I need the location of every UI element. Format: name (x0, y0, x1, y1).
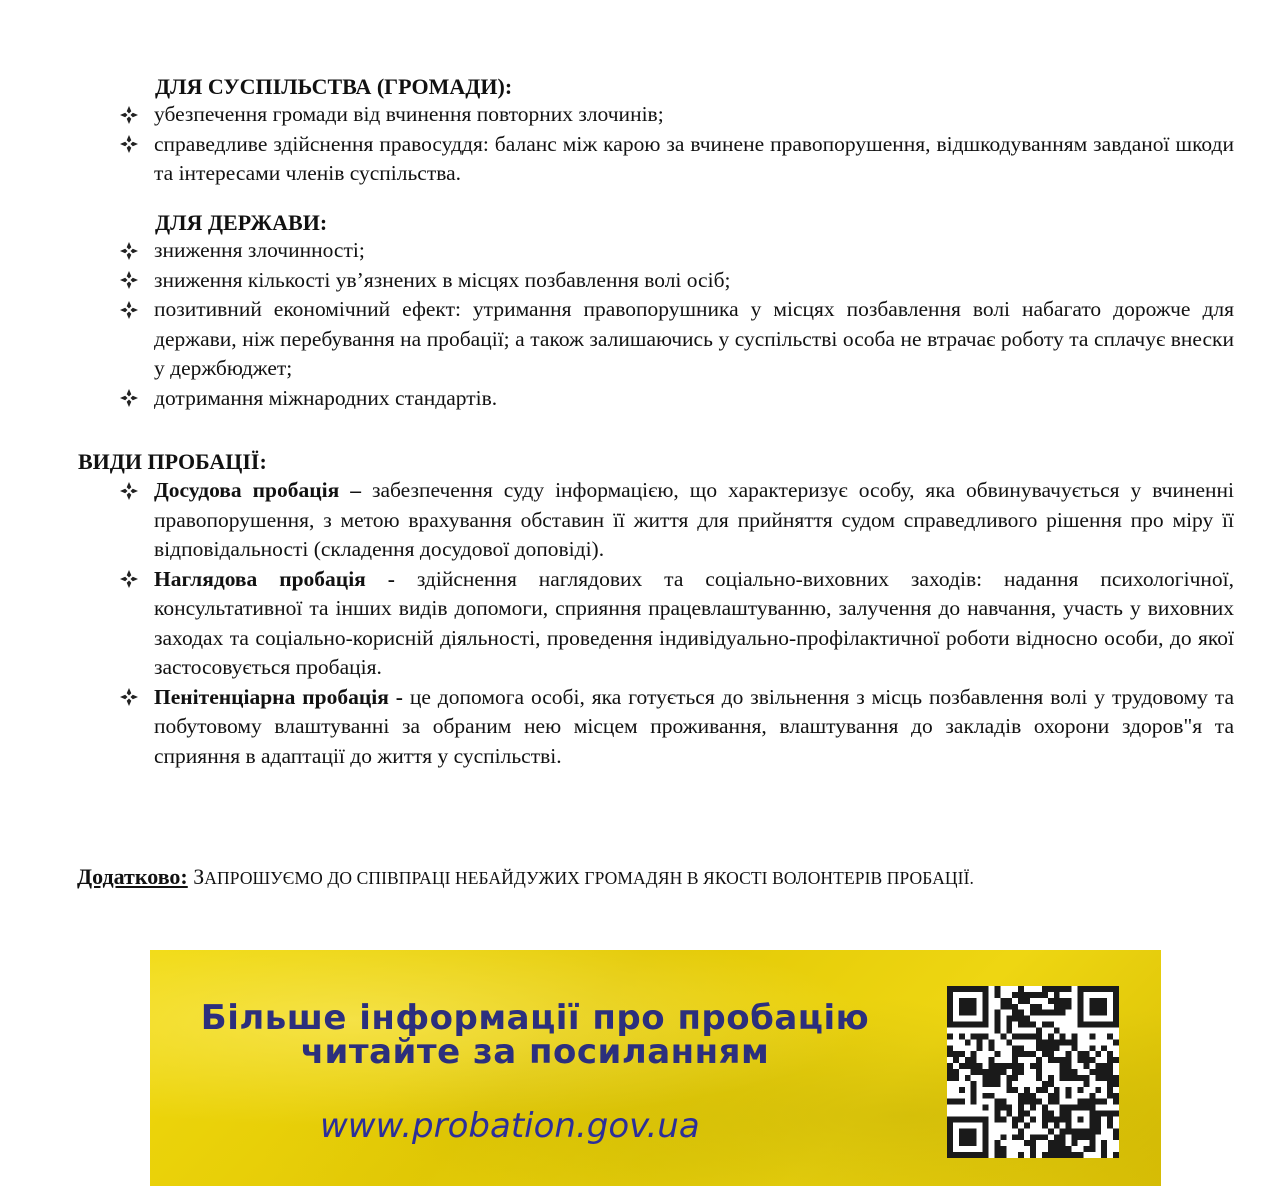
probation-type-term: Пенітенціарна пробація - (154, 684, 403, 709)
diamond-bullet-icon (118, 384, 140, 413)
banner-url-link[interactable]: www.probation.gov.ua (320, 1106, 700, 1146)
info-banner (150, 950, 1161, 1186)
diamond-bullet-icon (118, 683, 140, 712)
diamond-bullet-icon (118, 565, 140, 594)
diamond-bullet-icon (118, 130, 140, 159)
diamond-bullet-icon (118, 266, 140, 295)
diamond-bullet-icon (118, 476, 140, 505)
qr-code-icon[interactable] (947, 986, 1119, 1158)
society-heading: ДЛЯ СУСПІЛЬСТВА (ГРОМАДИ): (155, 74, 513, 99)
additional-first-letter: З (193, 864, 205, 889)
list-item: позитивний економічний ефект: утримання правопорушника у місцях позбавлення волі набагато дорожче для держави, ніж перебування на пробації; а також залишаючись у суспільстві особа не втрачає роботу та сплачує внески у держбюджет; (116, 295, 1234, 384)
probation-type-text: забезпечення суду інформацією, що характеризує особу, яка обвинувачується у вчиненні правопорушення, з метою врахування обставин її життя для прийняття судом справедливого рішення про міру її відповідальності (складення досудової доповіді). (154, 478, 1234, 561)
types-heading: ВИДИ ПРОБАЦІЇ: (78, 449, 267, 474)
list-item: справедливе здійснення правосуддя: баланс між карою за вчинене правопорушення, відшкодуванням завданої шкоди та інтересами членів суспільства. (116, 130, 1234, 189)
probation-type-text: це допомога особі, яка готується до звільнення з місць позбавлення волі у трудовому та побутовому влаштуванні за обраним нею місцем проживання, влаштування до закладів охорони здоров"я та сприяння в адаптації до життя у суспільстві. (154, 684, 1234, 768)
state-list (116, 236, 1234, 413)
society-list (116, 100, 1234, 189)
list-item (116, 565, 1234, 683)
types-list (116, 476, 1234, 771)
list-item: зниження кількості ув’язнених в місцях позбавлення волі осіб; (116, 266, 1234, 296)
list-item (116, 476, 1234, 565)
probation-type-term: Досудова пробація – (154, 478, 361, 502)
list-item (116, 683, 1234, 772)
list-item: убезпечення громади від вчинення повторних злочинів; (116, 100, 1234, 130)
list-item: зниження злочинності; (116, 236, 1234, 266)
additional-text: АПРОШУЄМО ДО СПІВПРАЦІ НЕБАЙДУЖИХ ГРОМАДЯН В ЯКОСТІ ВОЛОНТЕРІВ ПРОБАЦІЇ. (204, 868, 975, 888)
state-heading: ДЛЯ ДЕРЖАВИ: (155, 210, 328, 235)
additional-label: Додатково: (77, 864, 188, 889)
list-item: дотримання міжнародних стандартів. (116, 384, 1234, 414)
diamond-bullet-icon (118, 295, 140, 324)
probation-type-term: Наглядова пробація - (154, 566, 395, 591)
diamond-bullet-icon (118, 100, 140, 129)
probation-type-text: здійснення наглядових та соціально-виховних заходів: надання психологічної, консультативної та інших видів допомоги, сприяння працевлаштуванню, залучення до навчання, участь у виховних заходах та соціально-корисній діяльності, проведення індивідуально-профілактичної роботи відносно особи, до якої застосовується пробація. (154, 566, 1234, 679)
banner-line-1: Більше інформації про пробацію (200, 998, 870, 1038)
banner-line-2: читайте за посиланням (300, 1032, 770, 1072)
additional-note (77, 862, 974, 893)
diamond-bullet-icon (118, 236, 140, 265)
